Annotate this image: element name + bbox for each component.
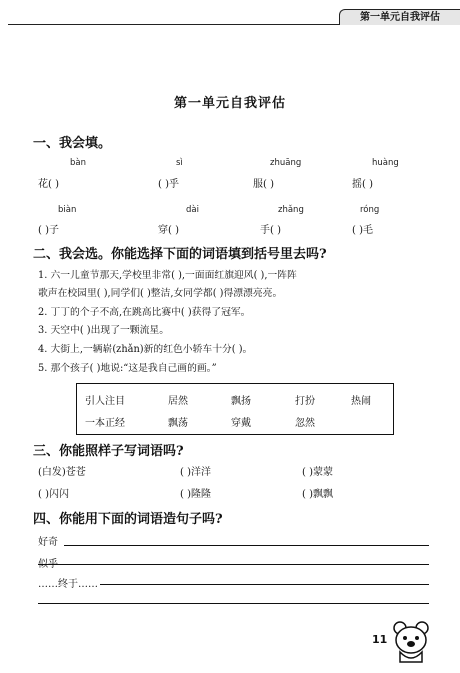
- page-number: 11: [372, 633, 388, 646]
- pinyin: dài: [186, 205, 199, 215]
- word-option: 飘荡: [168, 418, 188, 429]
- sentence-word-label: 似乎: [38, 559, 58, 570]
- writing-line[interactable]: [100, 584, 429, 585]
- fill-item[interactable]: 服( ): [253, 179, 274, 190]
- word-pattern-item[interactable]: ( )闪闪: [38, 489, 69, 500]
- word-option: 忽然: [295, 418, 315, 429]
- fill-item[interactable]: ( )毛: [352, 225, 373, 236]
- section2-heading: 二、我会选。你能选择下面的词语填到括号里去吗?: [33, 247, 327, 262]
- fill-item[interactable]: 花( ): [38, 179, 59, 190]
- word-pattern-item[interactable]: ( )洋洋: [180, 467, 211, 478]
- word-pattern-item[interactable]: (白发)苍苍: [38, 467, 86, 478]
- question-line[interactable]: 4. 大街上,一辆崭(zhǎn)新的红色小轿车十分( )。: [38, 344, 253, 355]
- word-pattern-item[interactable]: ( )蒙蒙: [302, 467, 333, 478]
- question-line[interactable]: 2. 丁丁的个子不高,在跳高比赛中( )获得了冠军。: [38, 307, 251, 318]
- fill-item[interactable]: ( )乎: [158, 179, 179, 190]
- writing-line[interactable]: [38, 564, 429, 565]
- sentence-word-label: 好奇: [38, 537, 58, 548]
- word-option: 引人注目: [85, 396, 125, 407]
- fill-item[interactable]: 手( ): [260, 225, 281, 236]
- pinyin: sì: [176, 158, 183, 168]
- question-line[interactable]: 歌声在校园里( ),同学们( )整洁,女同学都( )得漂漂亮亮。: [38, 288, 283, 299]
- writing-line[interactable]: [64, 545, 429, 546]
- fill-item[interactable]: ( )子: [38, 225, 59, 236]
- bear-mascot-icon: [392, 620, 430, 664]
- word-option: 飘扬: [231, 396, 251, 407]
- header-tab: 第一单元自我评估: [339, 9, 460, 25]
- section1-heading: 一、我会填。: [33, 136, 112, 151]
- writing-line[interactable]: [38, 603, 429, 604]
- pinyin: róng: [360, 205, 380, 215]
- fill-item[interactable]: 穿( ): [158, 225, 179, 236]
- question-line[interactable]: 5. 那个孩子( )地说:“这是我自己画的画。”: [38, 363, 217, 374]
- section3-heading: 三、你能照样子写词语吗?: [33, 444, 184, 459]
- word-option: 居然: [168, 396, 188, 407]
- word-pattern-item[interactable]: ( )隆隆: [180, 489, 211, 500]
- pinyin: zhǎng: [278, 205, 304, 215]
- question-line[interactable]: 3. 天空中( )出现了一颗流星。: [38, 325, 169, 336]
- pinyin: huàng: [372, 158, 399, 168]
- pinyin: biàn: [58, 205, 77, 215]
- word-option: 一本正经: [85, 418, 125, 429]
- pinyin: zhuāng: [270, 158, 302, 168]
- sentence-word-label: ……终于……: [38, 579, 98, 590]
- pinyin: bàn: [70, 158, 86, 168]
- page-title: 第一单元自我评估: [173, 96, 286, 111]
- question-line[interactable]: 1. 六一儿童节那天,学校里非常( ),一面面红旗迎风( ),一阵阵: [38, 270, 297, 281]
- word-option: 穿戴: [231, 418, 251, 429]
- word-option: 打扮: [295, 396, 315, 407]
- word-pattern-item[interactable]: ( )飘飘: [302, 489, 333, 500]
- fill-item[interactable]: 摇( ): [352, 179, 373, 190]
- section4-heading: 四、你能用下面的词语造句子吗?: [33, 512, 223, 527]
- word-bank-box: [76, 383, 394, 435]
- word-option: 热闹: [351, 396, 371, 407]
